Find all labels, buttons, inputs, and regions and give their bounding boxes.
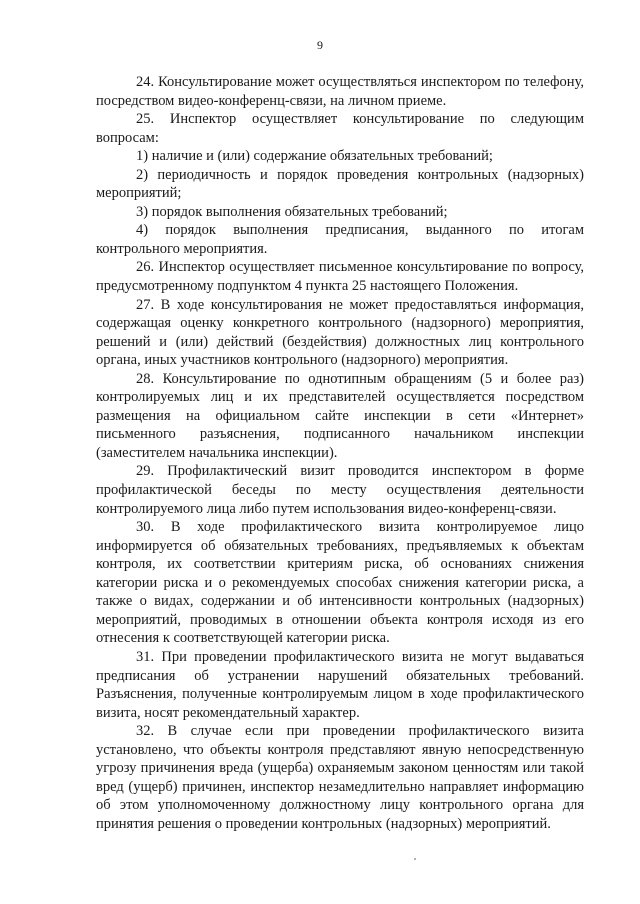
list-item-25-3: 3) порядок выполнения обязательных требований; [136, 203, 448, 220]
paragraph-29: 29. Профилактический визит проводится инспектором в форме профилактической беседы по месту осуществления деятельности контролируемого лица либо путем использования видео-конференц-связи. [96, 463, 584, 517]
paragraph-30: 30. В ходе профилактического визита контролируемое лицо информируется об обязательных требованиях, предъявляемых к объектам контроля, их соответствии критериям риска, об основаниях снижения категории риска и о рекомендуемых способах снижения категории риска, а также о видах, содержании и об интенсивности контрольных (надзорных) мероприятий, проводимых в отношении объекта контроля исходя из его отнесения к соответствующей категории риска. [96, 519, 584, 647]
page-number: 9 [317, 38, 323, 52]
paragraph-27: 27. В ходе консультирования не может предоставляться информация, содержащая оценку конкретного контрольного (надзорного) мероприятия, решений и (или) действий (бездействия) должностных лиц контрольного органа, иных участников контрольного (надзорного) мероприятия. [96, 296, 584, 369]
paragraph-28: 28. Консультирование по однотипным обращениям (5 и более раз) контролируемых лиц и их представителей осуществляется посредством размещения на официальном сайте инспекции в сети «Интернет» письменного разъяснения, подписанного начальником инспекции (заместителем начальника инспекции). [96, 370, 584, 461]
paragraph-25: 25. Инспектор осуществляет консультирование по следующим вопросам: [96, 111, 584, 146]
list-item-25-1: 1) наличие и (или) содержание обязательных требований; [136, 148, 493, 165]
list-item-25-2: 2) периодичность и порядок проведения контрольных (надзорных) мероприятий; [96, 166, 584, 202]
paragraph-24: 24. Консультирование может осуществляться инспектором по телефону, посредством видео-конференц-связи, на личном приеме. [96, 74, 584, 109]
list-item-25-4: 4) порядок выполнения предписания, выданного по итогам контрольного мероприятия. [96, 222, 584, 257]
paragraph-31: 31. При проведении профилактического визита не могут выдаваться предписания об устранении нарушений обязательных требований. Разъяснения, полученные контролируемым лицом в ходе профилактического визита, носят рекомендательный характер. [96, 648, 584, 721]
scan-speck [414, 858, 416, 860]
paragraph-32: 32. В случае если при проведении профилактического визита установлено, что объекты контроля представляют явную непосредственную угрозу причинения вреда (ущерба) охраняемым законом ценностям или такой вред (ущерб) причинен, инспектор незамедлительно направляет информацию об этом уполномоченному должностному лицу контрольного органа для принятия решения о проведении контрольных (надзорных) мероприятий. [96, 723, 584, 832]
paragraph-26: 26. Инспектор осуществляет письменное консультирование по вопросу, предусмотренному подпунктом 4 пункта 25 настоящего Положения. [96, 259, 584, 295]
document-body [96, 73, 584, 833]
